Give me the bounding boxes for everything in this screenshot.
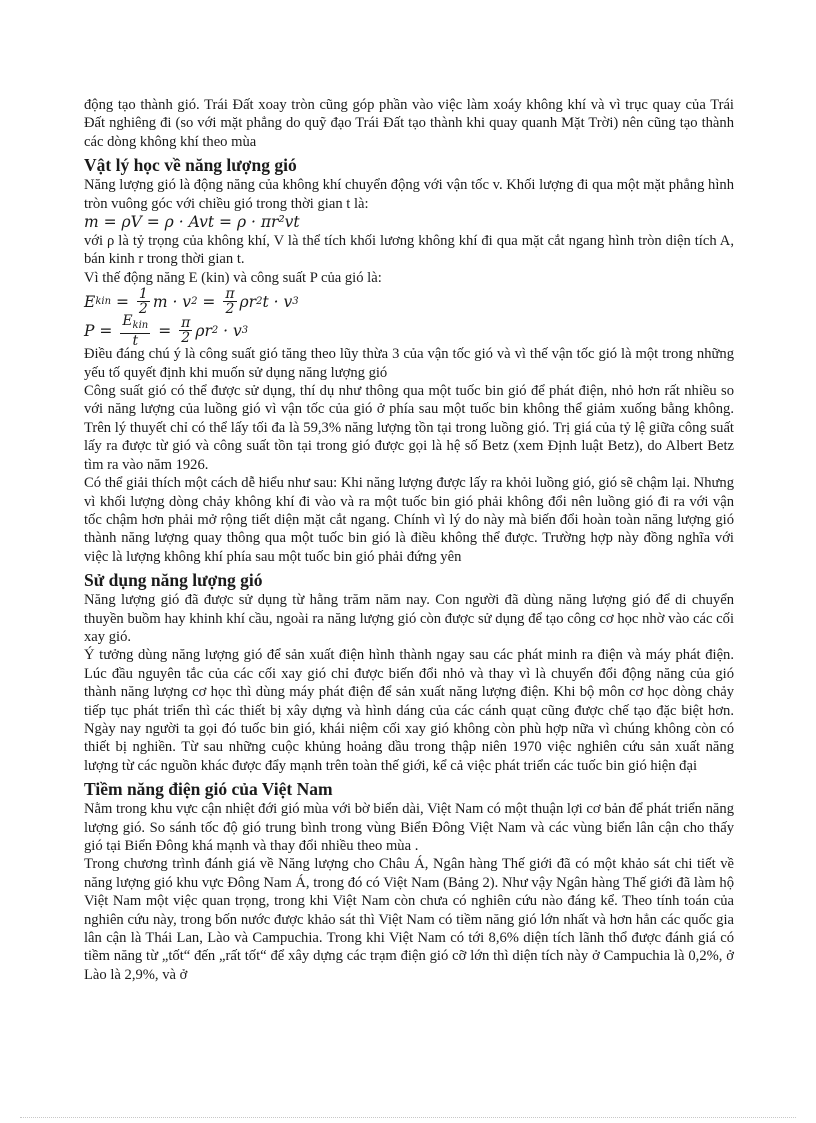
physics-paragraph-3: Vì thế động năng E (kin) và công suất P của gió là: bbox=[84, 269, 382, 286]
physics-paragraph-6: Có thể giải thích một cách dễ hiểu như sau: Khi năng lượng được lấy ra khỏi luồng gió, gió sẽ chậm lại. Nhưng vì khối lượng dòng chảy không khí đi vào và ra một tuốc bin gió phải không đổi nên luồng gió đi ra với vận tốc chậm hơn phải mở rộng tiết diện mặt cắt ngang. Chính vì lý do này mà biến đổi hoàn toàn năng lượng gió thành năng lượng quay thông qua một tuốc bin gió là điều không thể được. Trường hợp này đồng nghĩa với việc là lượng không khí phía sau một tuốc bin gió phải đứng yên bbox=[84, 475, 734, 565]
physics-paragraph-2: với ρ là tỷ trọng của không khí, V là thể tích khối lương không khí đi qua mặt cắt ngang hình tròn diện tích A, bán kinh r trong thời gian t. bbox=[84, 233, 734, 268]
vietnam-paragraph-1: Nằm trong khu vực cận nhiệt đới gió mùa với bờ biển dài, Việt Nam có một thuận lợi cơ bản để phát triển năng lượng gió. So sánh tốc độ gió trung bình trong vùng Biển Đông Việt Nam và các vùng biển lân cận cho thấy gió tại Biển Đông khá mạnh và thay đổi nhiều theo mùa . bbox=[84, 801, 734, 854]
formula-mass: m = ρV = ρ · Avt = ρ · πr²vt bbox=[84, 213, 300, 232]
fraction: $\frac{\pi}{2}$ bbox=[225, 286, 235, 318]
intro-paragraph: động tạo thành gió. Trái Đất xoay tròn cũng góp phần vào việc làm xoáy không khí và vì trục quay của Trái Đất nghiêng đi (so với mặt phẳng do quỹ đạo Trái Đất tạo thành khi quay quanh Mặt Trời) nên cũng tạo thành các dòng không khí theo mùa bbox=[84, 97, 734, 150]
fraction: $\frac{\pi}{2}$ bbox=[181, 315, 191, 347]
page-bottom-border bbox=[20, 1117, 796, 1118]
section-heading-usage: Sử dụng năng lượng gió bbox=[84, 570, 263, 591]
formula-energy: E kin = $\frac{1}{2}$ m · v 2 = $\frac{\pi}{2}$ ρr 2 t · v 3 bbox=[84, 286, 299, 318]
usage-paragraph-2: Ý tưởng dùng năng lượng gió để sản xuất điện hình thành ngay sau các phát minh ra điện và máy phát điện. Lúc đầu nguyên tắc của các cối xay gió chỉ được biến đổi nhỏ và thay vì là chuyển đổi động năng của gió thành năng lượng cơ học thì dùng máy phát điện để sản xuất năng lượng điện. Khi bộ môn cơ học dòng chảy tiếp tục phát triển thì các thiết bị xây dựng và hình dáng của các cánh quạt cũng được chế tạo đặc biệt hơn. Ngày nay người ta gọi đó tuốc bin gió, khái niệm cối xay gió không còn phù hợp nữa vì chúng không còn có thiết bị nghiền. Từ sau những cuộc khủng hoảng dầu trong thập niên 1970 việc nghiên cứu sản xuất năng lượng từ các nguồn khác được đẩy mạnh trên toàn thế giới, kể cả việc phát triển các tuốc bin gió hiện đại bbox=[84, 647, 734, 774]
physics-paragraph-4: Điều đáng chú ý là công suất gió tăng theo lũy thừa 3 của vận tốc gió và vì thế vận tốc gió là một trong những yếu tố quyết định khi muốn sử dụng năng lượng gió bbox=[84, 346, 734, 381]
formula-power: P = $\frac{E_{kin}}{t}$ = $\frac{\pi}{2}$ ρr 2 · v 3 bbox=[84, 312, 249, 349]
section-heading-vietnam: Tiềm năng điện gió của Việt Nam bbox=[84, 779, 333, 800]
fraction: $\frac{1}{2}$ bbox=[138, 286, 148, 318]
section-heading-physics: Vật lý học về năng lượng gió bbox=[84, 155, 297, 176]
vietnam-paragraph-2: Trong chương trình đánh giá về Năng lượng cho Châu Á, Ngân hàng Thế giới đã có một khảo sát chi tiết về năng lượng gió khu vực Đông Nam Á, trong đó có Việt Nam (Bảng 2). Như vậy Ngân hàng Thế giới đã làm hộ Việt Nam một việc quan trọng, trong khi Việt Nam còn chưa có nghiên cứu nào đáng kể. Theo tính toán của nghiên cứu này, trong bốn nước được khảo sát thì Việt Nam có tiềm năng gió lớn nhất và hơn hẳn các quốc gia lân cận là Thái Lan, Lào và Campuchia. Trong khi Việt Nam có tới 8,6% diện tích lãnh thổ được đánh giá có tiềm năng từ „tốt“ đến „rất tốt“ để xây dựng các trạm điện gió cỡ lớn thì diện tích này ở Campuchia là 0,2%, ở Lào là 2,9%, và ở bbox=[84, 856, 734, 983]
document-page bbox=[84, 96, 734, 984]
fraction: $\frac{E_{kin}}{t}$ bbox=[122, 312, 149, 349]
physics-paragraph-5: Công suất gió có thể được sử dụng, thí dụ như thông qua một tuốc bin gió để phát điện, nhỏ hơn rất nhiều so với năng lượng của luồng gió vì vận tốc của gió ở phía sau một tuốc bin không thể giảm xuống bằng không. Trên lý thuyết chỉ có thể lấy tối đa là 59,3% năng lượng tồn tại trong luồng gió. Trị giá của tỷ lệ giữa công suất lấy ra được từ gió và công suất tồn tại trong gió được gọi là hệ số Betz (xem Định luật Betz), do Albert Betz tìm ra vào năm 1926. bbox=[84, 383, 734, 473]
usage-paragraph-1: Năng lượng gió đã được sử dụng từ hằng trăm năm nay. Con người đã dùng năng lượng gió để di chuyển thuyền buồm hay khinh khí cầu, ngoài ra năng lượng gió còn được sử dụng để tạo công cơ học nhờ vào các cối xay gió. bbox=[84, 592, 734, 645]
physics-paragraph-1: Năng lượng gió là động năng của không khí chuyển động với vận tốc v. Khối lượng đi qua một mặt phẳng hình tròn vuông góc với chiều gió trong thời gian t là: bbox=[84, 177, 734, 212]
